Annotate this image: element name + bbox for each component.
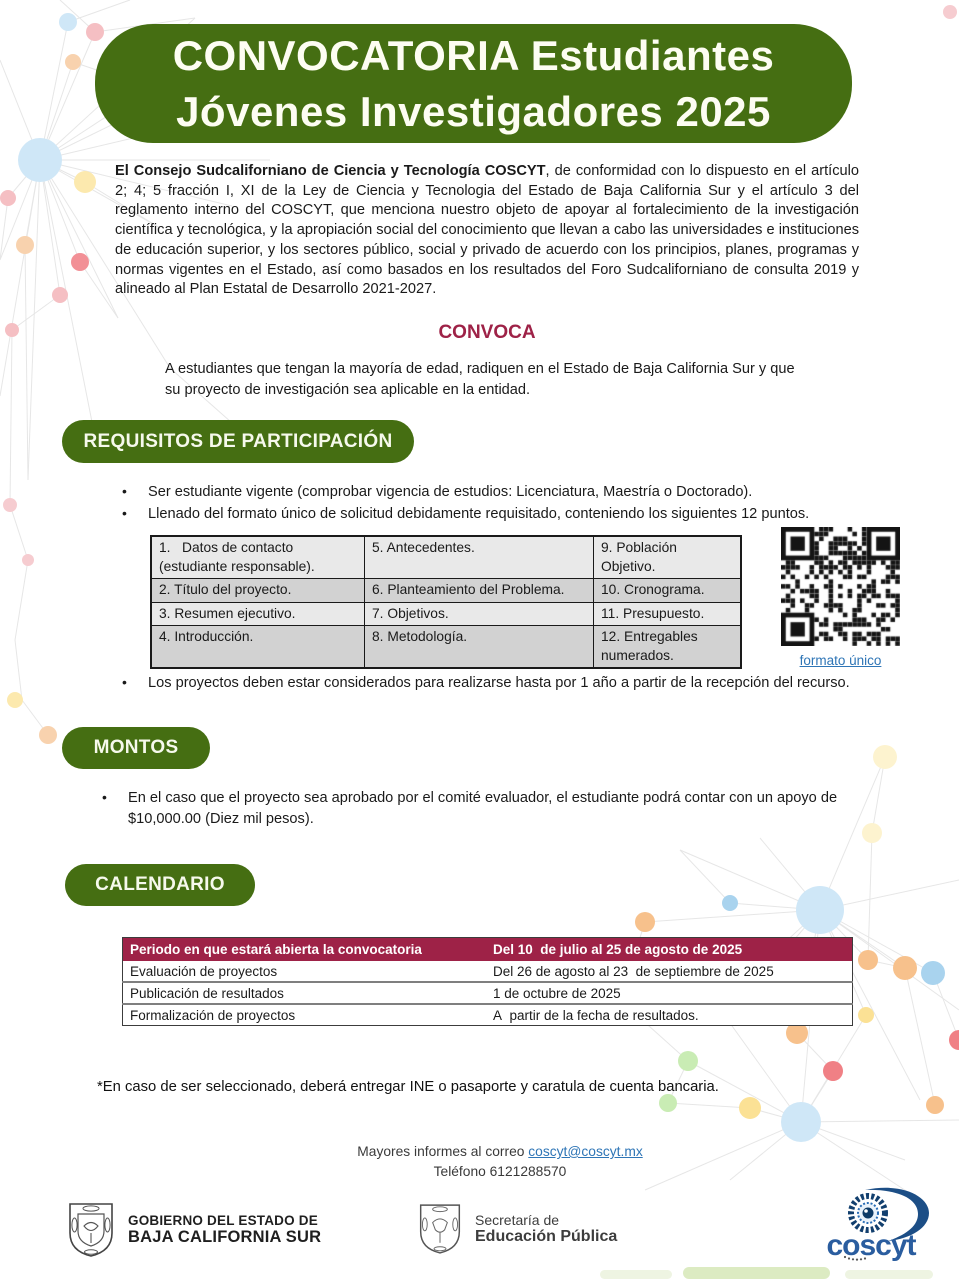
- sep-crest-icon: [417, 1202, 463, 1256]
- contact-prefix: Mayores informes al correo: [357, 1144, 529, 1159]
- calendar-header-cell: Periodo en que estará abierta la convocatoria: [123, 938, 487, 962]
- section-pill-requisitos: [62, 420, 414, 463]
- calendar-header-cell: Del 10 de julio al 25 de agosto de 2025: [486, 938, 853, 962]
- calendar-row: [123, 1004, 853, 1026]
- bullet-item-duracion: • Los proyectos deben estar considerados para realizarse hasta por 1 año a partir de la recepción del recurso.: [120, 673, 900, 694]
- title-line-1: CONVOCATORIA Estudiantes: [172, 31, 775, 79]
- qr-code: [781, 527, 900, 646]
- bcs-crest-icon: [66, 1201, 116, 1259]
- table-cell: 8. Metodología.: [365, 626, 594, 669]
- contact-info: [40, 1142, 959, 1182]
- coscyt-logo: [805, 1184, 937, 1271]
- calendar-header-row: [123, 938, 853, 962]
- formato-unico-link[interactable]: formato único: [799, 653, 882, 668]
- intro-bold-lead: El Consejo Sudcaliforniano de Ciencia y Tecnología COSCYT: [115, 163, 546, 179]
- table-cell: 3. Resumen ejecutivo.: [151, 602, 365, 626]
- table-cell: 1. Datos de contacto (estudiante responsable).: [151, 536, 365, 579]
- calendar-table: [122, 937, 853, 1026]
- calendar-cell: 1 de octubre de 2025: [486, 982, 853, 1004]
- convoca-paragraph: A estudiantes que tengan la mayoría de edad, radiquen en el Estado de Baja California Sur y que su proyecto de investigación sea aplicable en la entidad.: [165, 361, 795, 398]
- montos-bullet-list: [100, 788, 875, 831]
- table-row: [151, 602, 741, 626]
- table-cell: 12. Entregables numerados.: [594, 626, 742, 669]
- calendar-row: [123, 982, 853, 1004]
- section-pill-montos: [62, 727, 210, 769]
- calendar-cell: Publicación de resultados: [123, 982, 487, 1004]
- project-duration-bullet-list: [120, 673, 900, 695]
- title-banner: [95, 24, 852, 143]
- sep-logo: [417, 1202, 617, 1256]
- table-row: [151, 579, 741, 603]
- bottom-strip-decoration: [845, 1270, 933, 1279]
- table-cell: 7. Objetivos.: [365, 602, 594, 626]
- calendar-cell: A partir de la fecha de resultados.: [486, 1004, 853, 1026]
- bottom-strip-decoration: [683, 1267, 830, 1279]
- calendar-cell: Formalización de proyectos: [123, 1004, 487, 1026]
- sep-text-line-2: Educación Pública: [475, 1228, 618, 1245]
- convoca-heading: CONVOCA: [438, 322, 536, 343]
- table-row: [151, 536, 741, 579]
- table-row: [151, 626, 741, 669]
- section-pill-calendario: [65, 864, 255, 906]
- table-cell: 11. Presupuesto.: [594, 602, 742, 626]
- table-cell: 5. Antecedentes.: [365, 536, 594, 579]
- bullet-item-formato-unico: • Llenado del formato único de solicitud debidamente requisitado, conteniendo los siguientes 12 puntos.: [120, 504, 876, 525]
- table-cell: 6. Planteamiento del Problema.: [365, 579, 594, 603]
- calendario-heading: CALENDARIO: [95, 874, 225, 895]
- sep-text-line-1: Secretaría de: [475, 1212, 560, 1228]
- table-cell: 10. Cronograma.: [594, 579, 742, 603]
- calendar-cell: Del 26 de agosto al 23 de septiembre de 2025: [486, 961, 853, 982]
- table-cell: 4. Introducción.: [151, 626, 365, 669]
- intro-body-text: , de conformidad con lo dispuesto en el artículo 2; 4; 5 fracción I, XI de la Ley de Ciencia y Tecnologia del Estado de Baja California Sur y el artículo 3 del reglamento interno del COSCYT, que menciona nuestro objeto de apoyar al fortalecimiento de la investigación científica y tecnológica, y la apropiación social del conocimiento que llevan a cabo las universidades e instituciones de educación superior, y los sectores público, social y privado de acuerdo con los principios, planes, programas y normas vigentes en el Estado, así como basados en los resultados del Foro Sudcaliforniano de consulta 2019 y alineado al Plan Estatal de Desarrollo 2021-2027.: [115, 163, 859, 298]
- bullet-item-estudiante-vigente: • Ser estudiante vigente (comprobar vigencia de estudios: Licenciatura, Maestría o Doctorado).: [120, 482, 876, 503]
- calendar-row: [123, 961, 853, 982]
- requisitos-bullet-list: [120, 482, 876, 526]
- title-line-2: Jóvenes Investigadores 2025: [176, 87, 771, 135]
- contact-line: [40, 1142, 959, 1162]
- calendar-cell: Evaluación de proyectos: [123, 961, 487, 982]
- coscyt-logo-text: coscyt: [826, 1229, 916, 1262]
- bcs-government-logo: [66, 1201, 321, 1259]
- intro-paragraph: [115, 162, 859, 300]
- coscyt-logo-graphic: [805, 1184, 937, 1266]
- gob-text-line-1: GOBIERNO DEL ESTADO DE: [128, 1213, 318, 1228]
- table-cell: 9. Población Objetivo.: [594, 536, 742, 579]
- gob-text-line-2: BAJA CALIFORNIA SUR: [128, 1228, 322, 1246]
- montos-heading: MONTOS: [93, 737, 179, 758]
- requirements-table: [150, 535, 742, 669]
- table-cell: 2. Título del proyecto.: [151, 579, 365, 603]
- contact-email-link[interactable]: coscyt@coscyt.mx: [528, 1144, 643, 1159]
- requisitos-heading: REQUISITOS DE PARTICIPACIÓN: [83, 430, 393, 452]
- bullet-item-apoyo: • En el caso que el proyecto sea aprobado por el comité evaluador, el estudiante podrá contar con un apoyo de $10,000.00 (Diez mil pesos).: [100, 788, 875, 830]
- contact-phone: Teléfono 6121288570: [433, 1164, 567, 1179]
- selection-note: *En caso de ser seleccionado, deberá entregar INE o pasaporte y caratula de cuenta bancaria.: [97, 1079, 719, 1095]
- qr-block: [781, 527, 900, 670]
- bottom-strip-decoration: [600, 1270, 672, 1279]
